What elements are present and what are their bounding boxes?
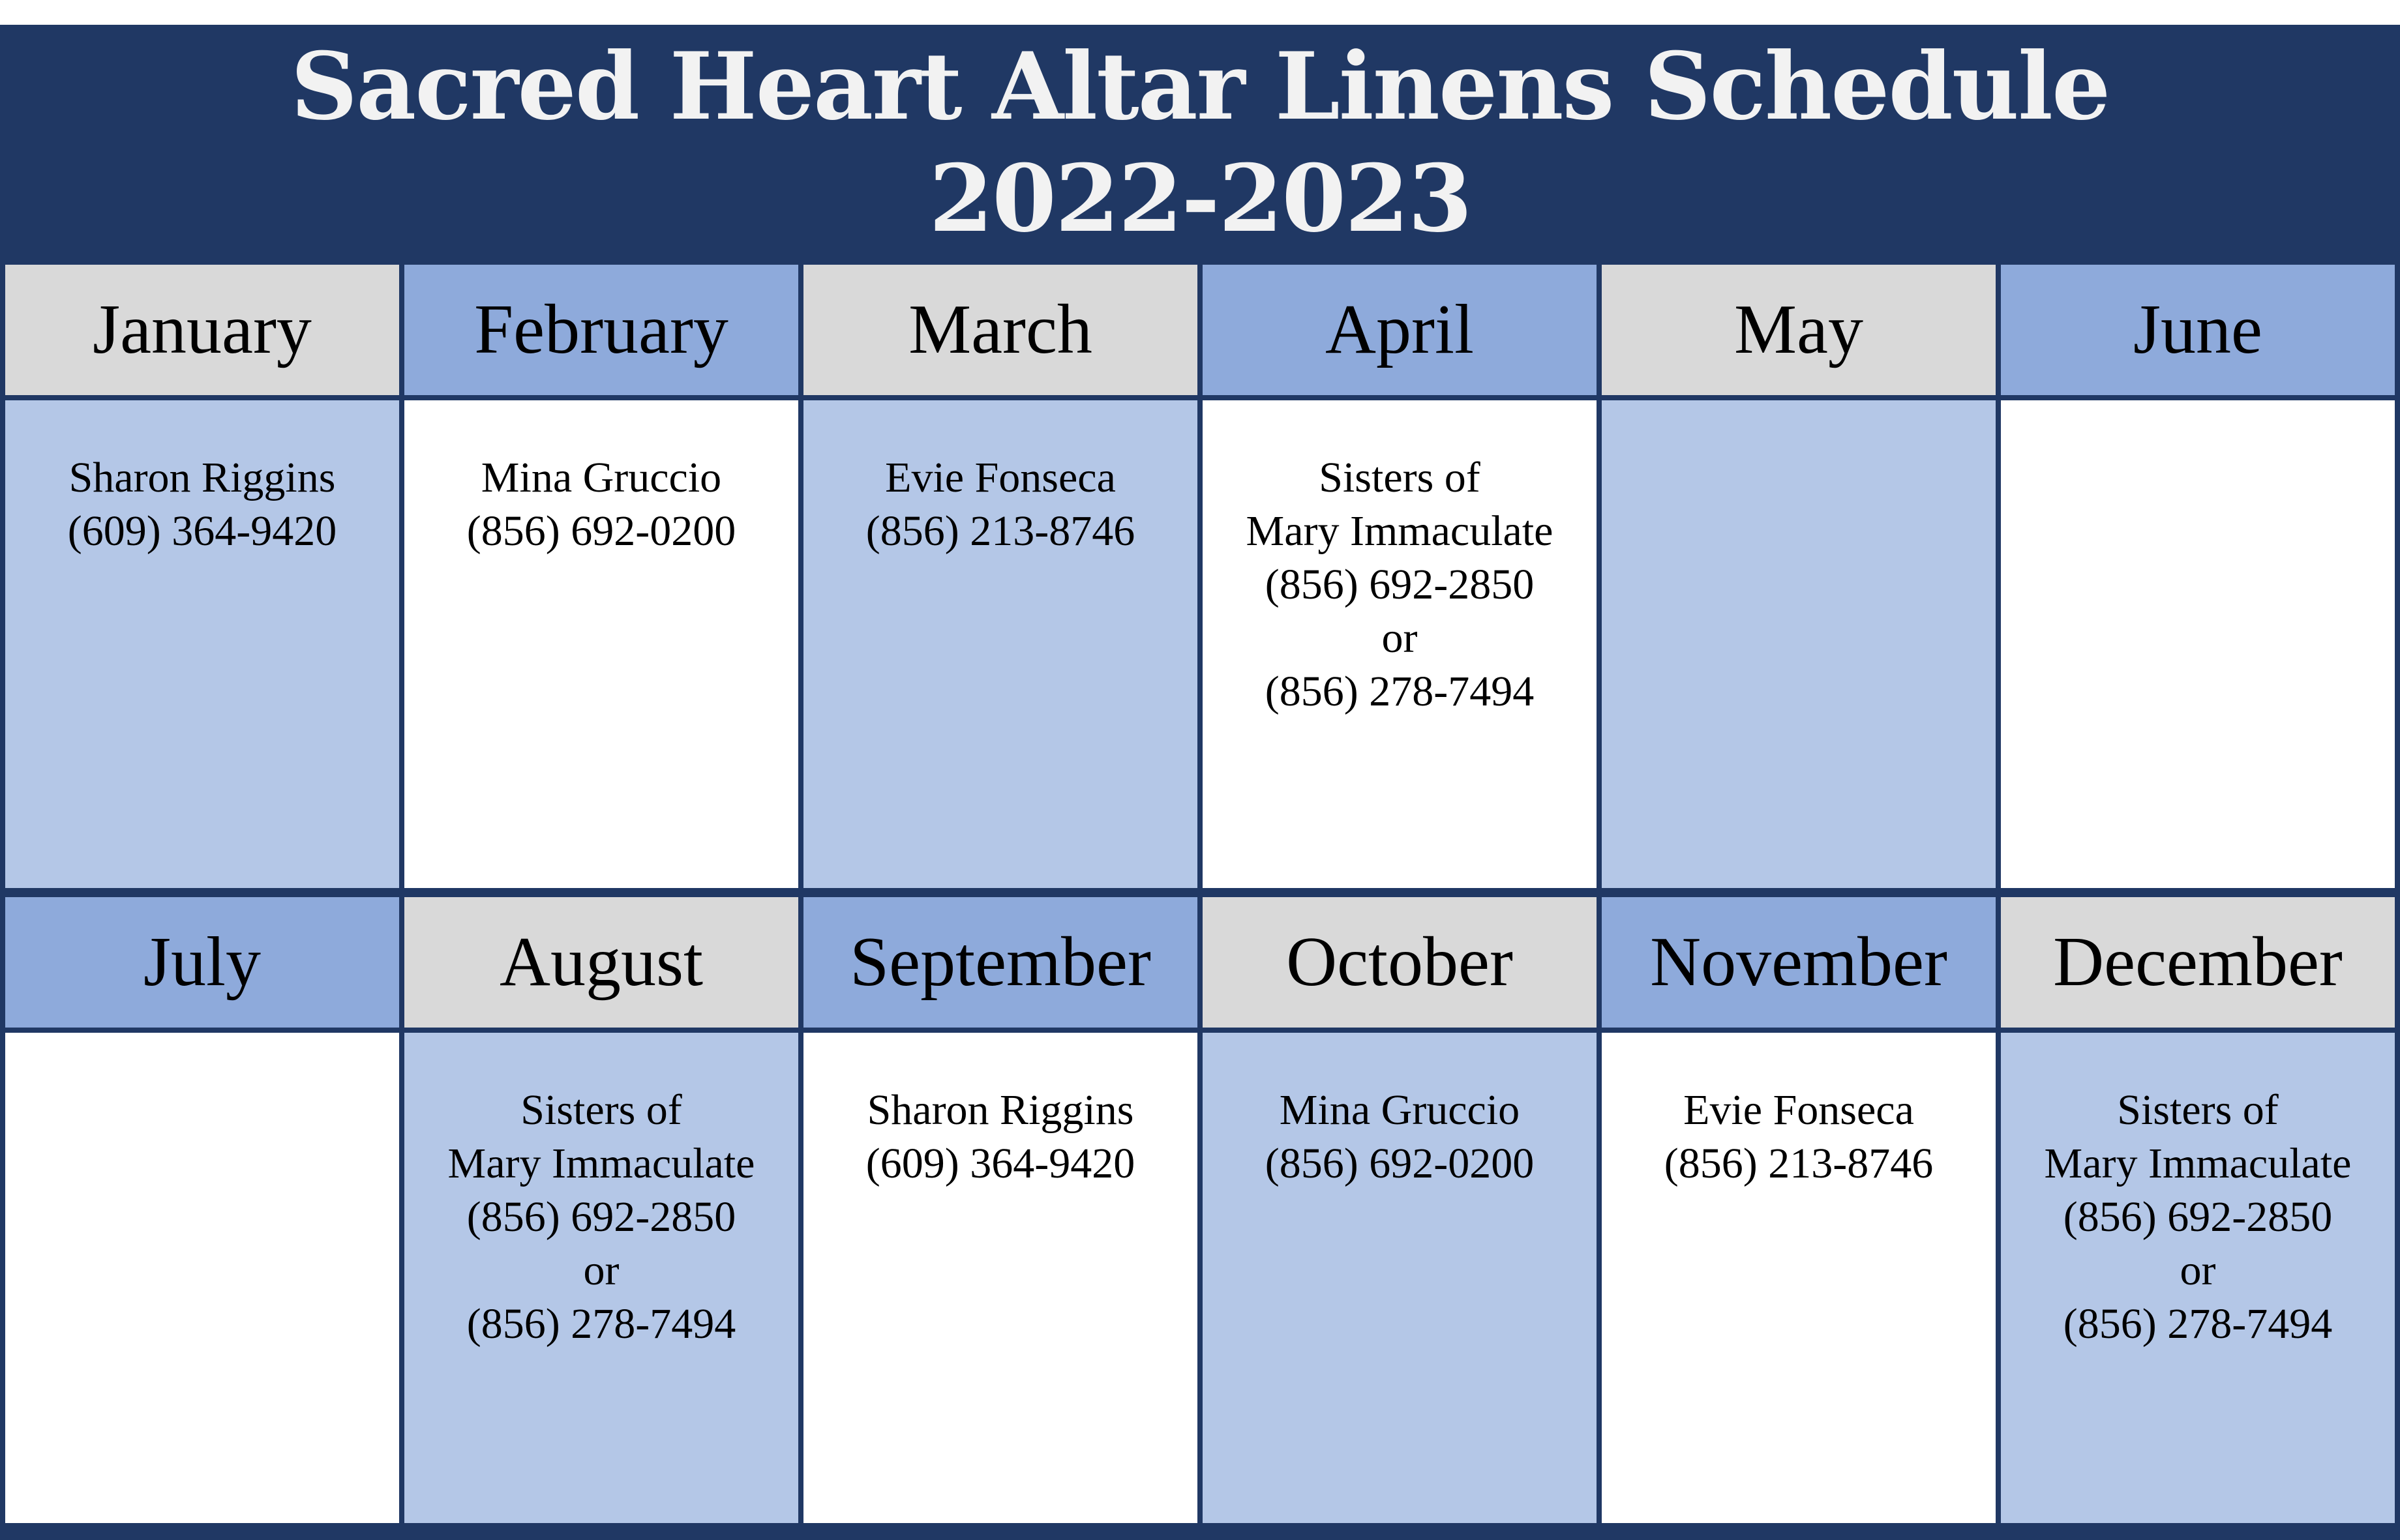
month-header-april: April [1203,265,1597,395]
contact-name: Mina Gruccio [1279,1086,1520,1134]
contact-phone: (856) 692-0200 [466,507,736,555]
month-cell-february [404,400,798,888]
contact-name: Evie Fonseca [885,454,1116,501]
page-year: 2022-2023 [929,145,1471,253]
contact-phone: (609) 364-9420 [865,1140,1135,1187]
month-cell-march [803,400,1197,888]
contact-name: Mary Immaculate [447,1140,755,1187]
month-header-july: July [5,897,399,1028]
contact-separator: or [1381,614,1418,662]
month-header-june: June [2001,265,2395,395]
contact-phone: (856) 278-7494 [466,1300,736,1348]
month-header-february: February [404,265,798,395]
contact-phone: (609) 364-9420 [67,507,337,555]
contact-name: Sharon Riggins [68,454,336,501]
page-title: Sacred Heart Altar Linens Schedule [290,33,2110,141]
month-header-september: September [803,897,1197,1028]
month-cell-july [5,1033,399,1523]
month-cell-january [5,400,399,888]
month-cell-october [1203,1033,1597,1523]
contact-name: Mina Gruccio [481,454,722,501]
schedule-grid [0,261,2400,1540]
month-header-may: May [1602,265,1996,395]
contact-name: Sharon Riggins [867,1086,1134,1134]
top-margin [0,0,2400,25]
contact-name: Sisters of [1319,454,1480,501]
contact-name: Sisters of [520,1086,682,1134]
month-cell-may [1602,400,1996,888]
contact-phone: (856) 278-7494 [1265,668,1535,715]
contact-separator: or [2180,1247,2216,1294]
contact-name: Mary Immaculate [1246,507,1553,555]
contact-name: Evie Fonseca [1683,1086,1914,1134]
month-header-december: December [2001,897,2395,1028]
schedule-header [0,25,2400,261]
month-cell-november [1602,1033,1996,1523]
contact-phone: (856) 692-2850 [2063,1193,2333,1241]
contact-phone: (856) 692-2850 [466,1193,736,1241]
contact-phone: (856) 213-8746 [1664,1140,1934,1187]
contact-phone: (856) 278-7494 [2063,1300,2333,1348]
contact-phone: (856) 213-8746 [865,507,1135,555]
month-cell-april [1203,400,1597,888]
month-header-october: October [1203,897,1597,1028]
contact-phone: (856) 692-0200 [1265,1140,1535,1187]
month-cell-september [803,1033,1197,1523]
month-cell-august [404,1033,798,1523]
month-header-january: January [5,265,399,395]
contact-name: Sisters of [2117,1086,2279,1134]
contact-name: Mary Immaculate [2044,1140,2352,1187]
month-header-august: August [404,897,798,1028]
contact-separator: or [583,1247,620,1294]
month-cell-june [2001,400,2395,888]
month-cell-december [2001,1033,2395,1523]
month-header-march: March [803,265,1197,395]
month-header-november: November [1602,897,1996,1028]
contact-phone: (856) 692-2850 [1265,561,1535,608]
